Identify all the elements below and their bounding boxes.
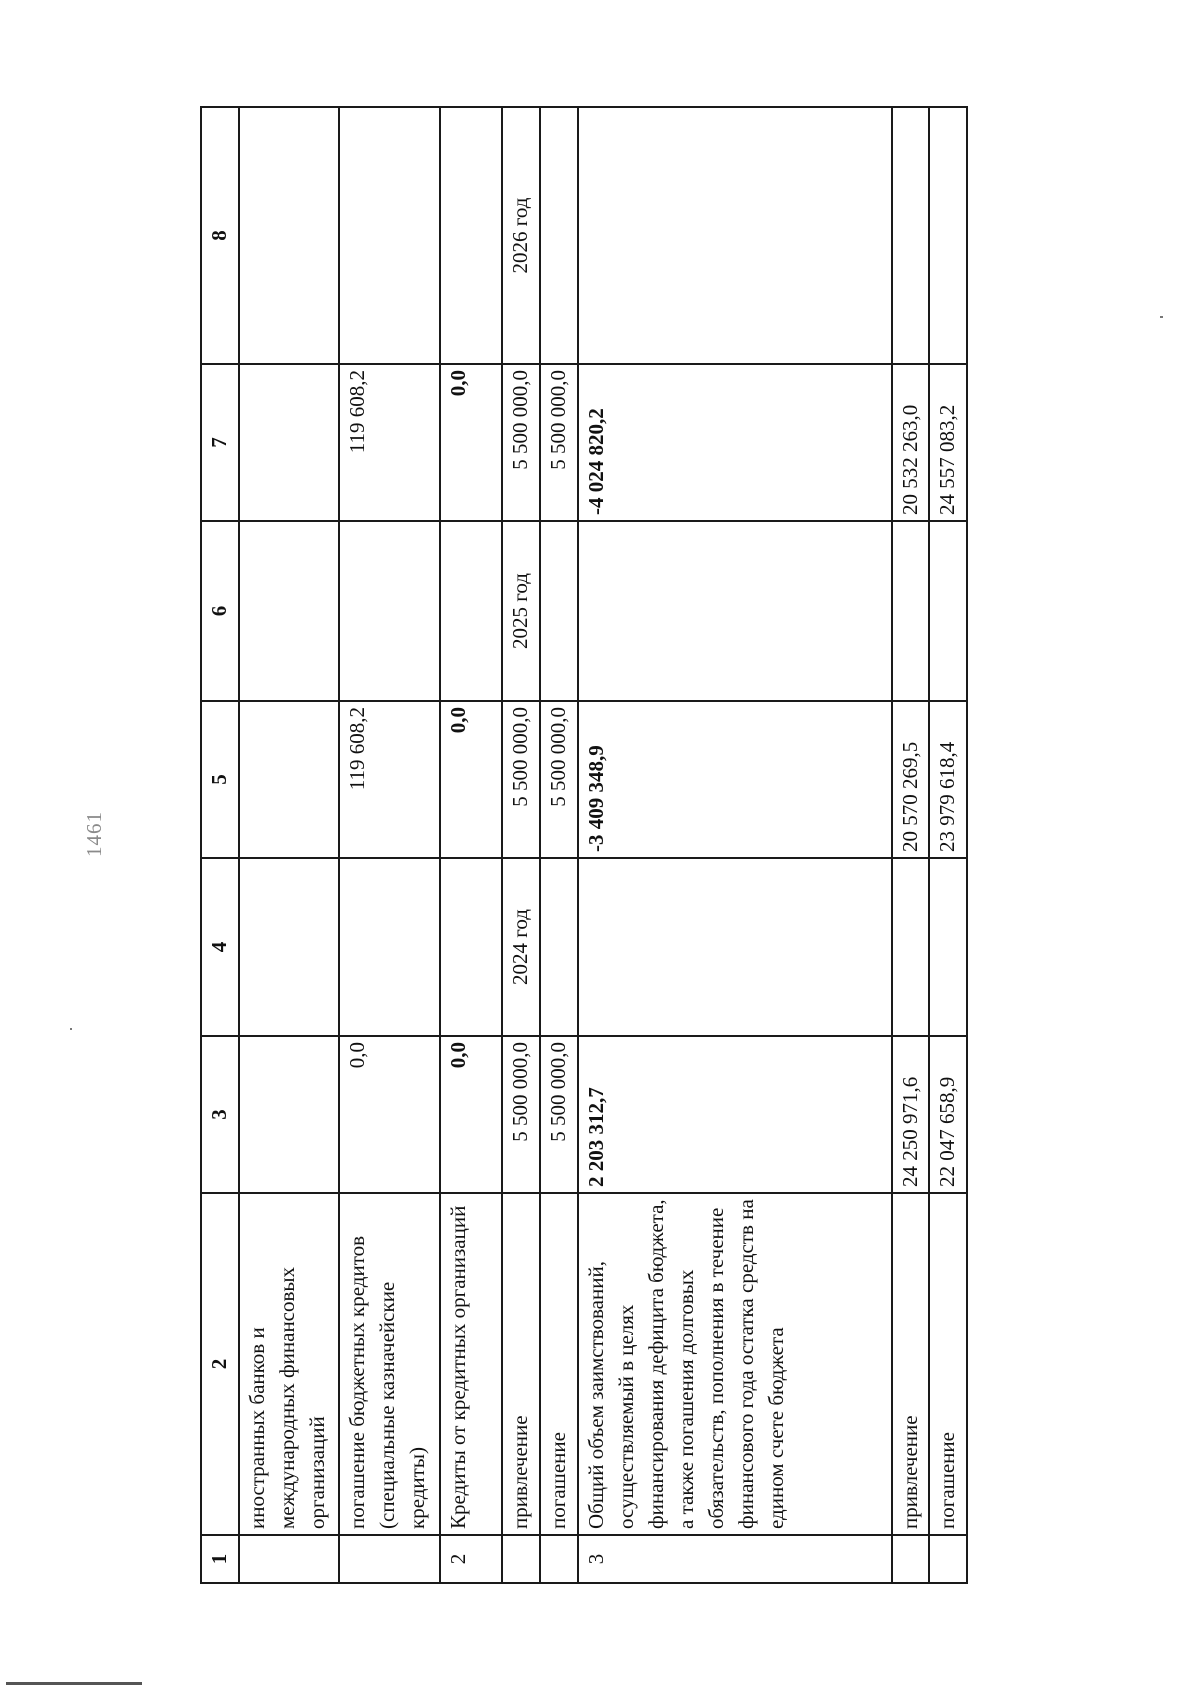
value-cell: 24 557 083,2 [929, 364, 967, 521]
row-label-cell: привлечение [892, 1193, 930, 1535]
row-number-cell [929, 1535, 967, 1583]
value-cell [239, 701, 339, 858]
table-row [339, 107, 439, 1583]
year-cell [929, 858, 967, 1036]
value-cell: 0,0 [440, 701, 503, 858]
row-number-cell: 2 [440, 1535, 503, 1583]
year-cell [440, 107, 503, 364]
year-cell [578, 521, 892, 701]
row-label-cell: погашение бюджетных кредитов (специальные казначейские кредиты) [339, 1193, 439, 1535]
value-cell: 5 500 000,0 [540, 1036, 578, 1193]
table-row [440, 107, 503, 1583]
table-row [502, 107, 540, 1583]
table-row [540, 107, 578, 1583]
year-cell [892, 858, 930, 1036]
row-label-cell: погашение [540, 1193, 578, 1535]
year-cell [339, 107, 439, 364]
year-cell [892, 521, 930, 701]
value-cell: 2 203 312,7 [578, 1036, 892, 1193]
header-col-1: 1 [201, 1535, 239, 1583]
row-number-cell [339, 1535, 439, 1583]
value-cell: -3 409 348,9 [578, 701, 892, 858]
table-row [892, 107, 930, 1583]
value-cell: 5 500 000,0 [502, 1036, 540, 1193]
value-cell: 5 500 000,0 [540, 364, 578, 521]
value-cell: 20 570 269,5 [892, 701, 930, 858]
header-col-8: 8 [201, 107, 239, 364]
budget-borrowing-table [200, 106, 968, 1584]
row-number-cell [892, 1535, 930, 1583]
value-cell: 24 250 971,6 [892, 1036, 930, 1193]
scan-edge-line [6, 1682, 142, 1685]
value-cell: 5 500 000,0 [540, 701, 578, 858]
year-cell [239, 858, 339, 1036]
value-cell: 119 608,2 [339, 364, 439, 521]
value-cell: 5 500 000,0 [502, 701, 540, 858]
budget-table-container [200, 108, 968, 1584]
header-col-3: 3 [201, 1036, 239, 1193]
page-number: 1461 [82, 811, 106, 857]
year-cell [339, 521, 439, 701]
value-cell: 0,0 [440, 1036, 503, 1193]
year-cell [892, 107, 930, 364]
header-col-5: 5 [201, 701, 239, 858]
value-cell [239, 364, 339, 521]
row-number-cell: 3 [578, 1535, 892, 1583]
row-label-cell: погашение [929, 1193, 967, 1535]
year-cell [440, 521, 503, 701]
value-cell: -4 024 820,2 [578, 364, 892, 521]
table-row [239, 107, 339, 1583]
header-col-6: 6 [201, 521, 239, 701]
row-label-cell: Общий объем заимствований, осуществляемый в целях финансирования дефицита бюджета, а также погашения долговых обязательств, пополнения в течение финансового года остатка средств на едином счете бюджета [578, 1193, 892, 1535]
table-header-row [201, 107, 239, 1583]
table-row [929, 107, 967, 1583]
year-cell [339, 858, 439, 1036]
header-col-2: 2 [201, 1193, 239, 1535]
row-number-cell [502, 1535, 540, 1583]
year-cell: 2026 год [502, 107, 540, 364]
row-label-cell: иностранных банков и международных финансовых организаций [239, 1193, 339, 1535]
table-row [578, 107, 892, 1583]
year-cell: 2025 год [502, 521, 540, 701]
row-number-cell [540, 1535, 578, 1583]
year-cell [578, 107, 892, 364]
value-cell [239, 1036, 339, 1193]
scan-speck [1160, 316, 1163, 318]
value-cell: 20 532 263,0 [892, 364, 930, 521]
scan-speck [70, 1028, 72, 1030]
year-cell [540, 858, 578, 1036]
year-cell [929, 521, 967, 701]
value-cell: 0,0 [440, 364, 503, 521]
value-cell: 22 047 658,9 [929, 1036, 967, 1193]
year-cell [540, 521, 578, 701]
header-col-7: 7 [201, 364, 239, 521]
value-cell: 119 608,2 [339, 701, 439, 858]
value-cell: 5 500 000,0 [502, 364, 540, 521]
year-cell [239, 521, 339, 701]
year-cell [929, 107, 967, 364]
year-cell [239, 107, 339, 364]
value-cell: 0,0 [339, 1036, 439, 1193]
row-label-cell: Кредиты от кредитных организаций [440, 1193, 503, 1535]
year-cell [440, 858, 503, 1036]
year-cell: 2024 год [502, 858, 540, 1036]
row-number-cell [239, 1535, 339, 1583]
header-col-4: 4 [201, 858, 239, 1036]
row-label-cell: привлечение [502, 1193, 540, 1535]
year-cell [578, 858, 892, 1036]
year-cell [540, 107, 578, 364]
value-cell: 23 979 618,4 [929, 701, 967, 858]
